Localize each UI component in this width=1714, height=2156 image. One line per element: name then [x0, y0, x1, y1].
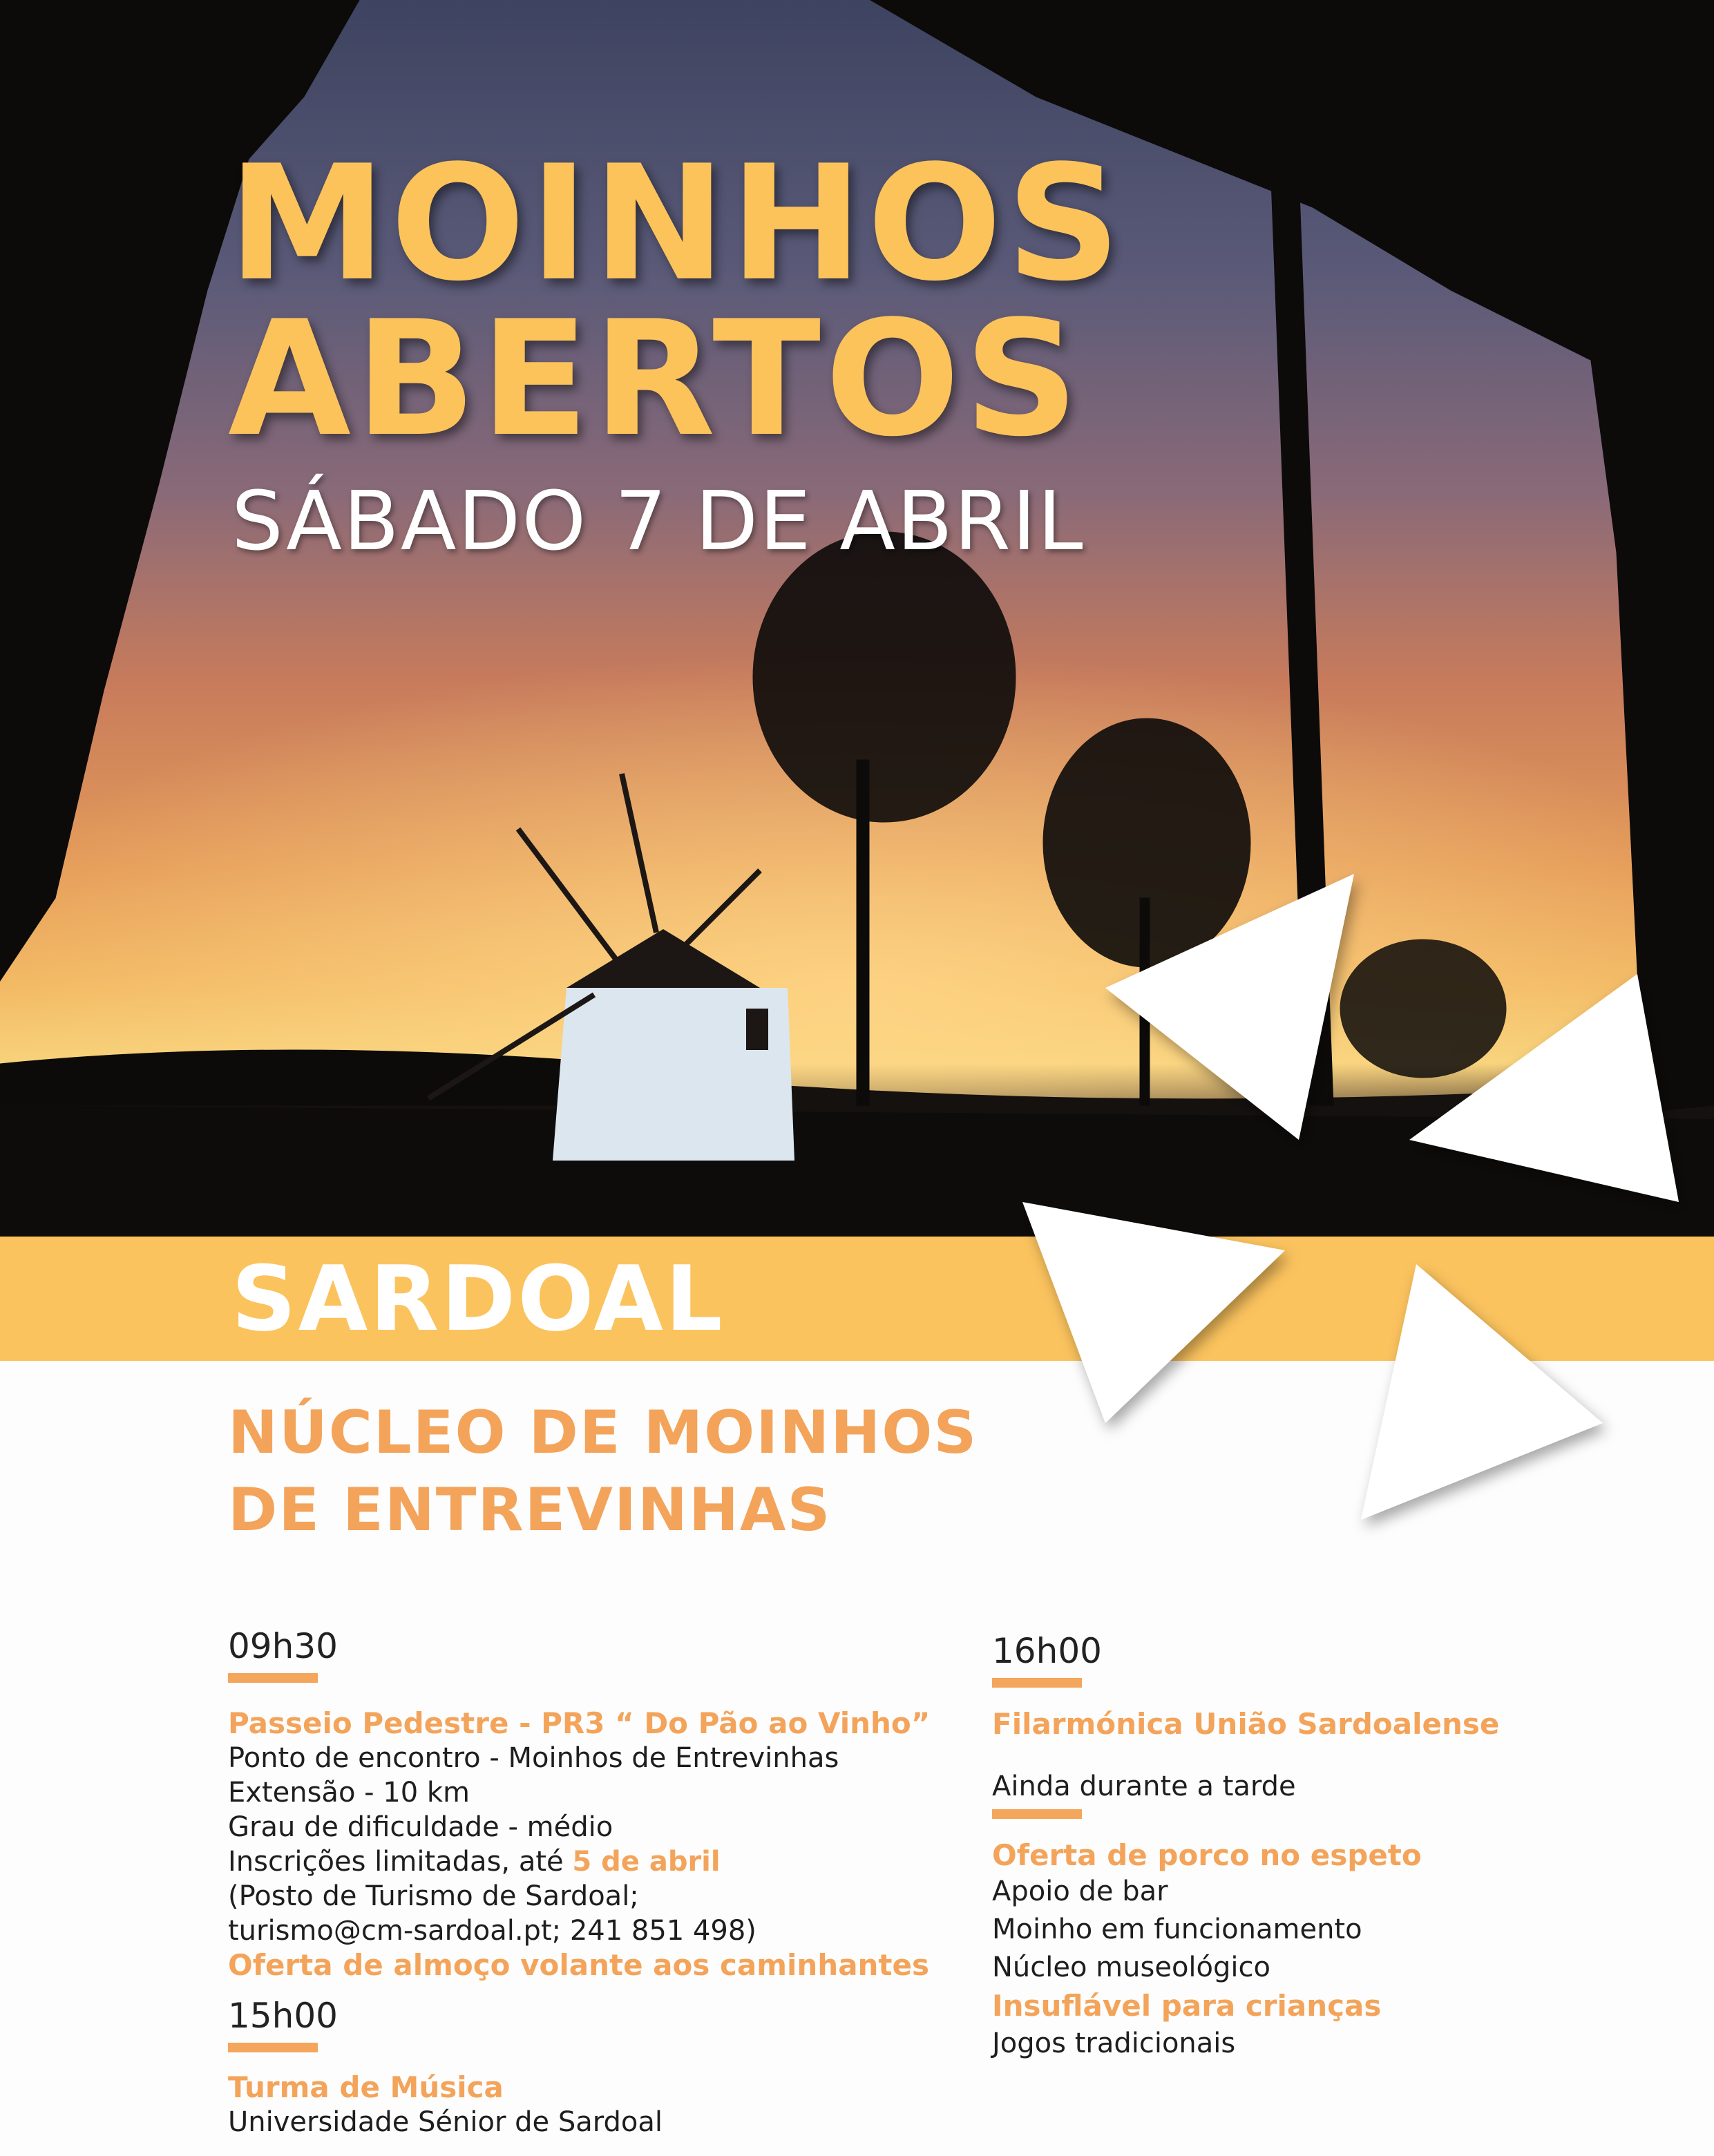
- venue-title: [228, 1394, 978, 1549]
- time-underline: [228, 1673, 318, 1683]
- time-underline: [228, 2043, 318, 2052]
- afternoon-event: [992, 1631, 1500, 2063]
- morning-title: Passeio Pedestre - PR3 “ Do Pão ao Vinho”: [228, 1706, 931, 1740]
- mill-working: Moinho em funcionamento: [992, 1914, 1362, 1945]
- morning-time: 09h30: [228, 1626, 338, 1666]
- contact-line-2: turismo@cm-sardoal.pt; 241 851 498): [228, 1915, 756, 1947]
- walk-length: Extensão - 10 km: [228, 1777, 470, 1809]
- bar-support: Apoio de bar: [992, 1876, 1168, 1907]
- contact-line-1: (Posto de Turismo de Sardoal;: [228, 1880, 639, 1912]
- signup-note: [228, 1844, 930, 1879]
- time-underline: [992, 1678, 1082, 1688]
- afternoon-note: Ainda durante a tarde: [992, 1771, 1296, 1802]
- meeting-point: Ponto de encontro - Moinhos de Entrevinhas: [228, 1742, 839, 1774]
- morning-event: [228, 1626, 931, 1983]
- music-event: [228, 1998, 663, 2139]
- event-date: SÁBADO 7 DE ABRIL: [231, 473, 1085, 569]
- town-name: SARDOAL: [231, 1246, 725, 1351]
- traditional-games: Jogos tradicionais: [992, 2028, 1236, 2059]
- signup-deadline: 5 de abril: [572, 1846, 721, 1878]
- inflatable-kids: Insuflável para crianças: [992, 1989, 1382, 2023]
- title-line-1: MOINHOS: [228, 132, 1125, 316]
- music-time: 15h00: [228, 1996, 338, 2036]
- walk-difficulty: Grau de dificuldade - médio: [228, 1811, 613, 1843]
- afternoon-time: 16h00: [992, 1631, 1102, 1671]
- venue-line-2: DE ENTREVINHAS: [228, 1476, 832, 1545]
- lunch-offer: Oferta de almoço volante aos caminhantes: [228, 1948, 929, 1982]
- music-title: Turma de Música: [228, 2070, 504, 2104]
- band-title: Filarmónica União Sardoalense: [992, 1707, 1500, 1741]
- signup-prefix: Inscrições limitadas, até: [228, 1846, 564, 1878]
- music-subtitle: Universidade Sénior de Sardoal: [228, 2106, 663, 2138]
- title-line-2: ABERTOS: [228, 287, 1083, 472]
- pork-offer: Oferta de porco no espeto: [992, 1838, 1422, 1872]
- venue-line-1: NÚCLEO DE MOINHOS: [228, 1398, 978, 1467]
- section-underline: [992, 1809, 1082, 1819]
- museum-core: Núcleo museológico: [992, 1952, 1270, 1983]
